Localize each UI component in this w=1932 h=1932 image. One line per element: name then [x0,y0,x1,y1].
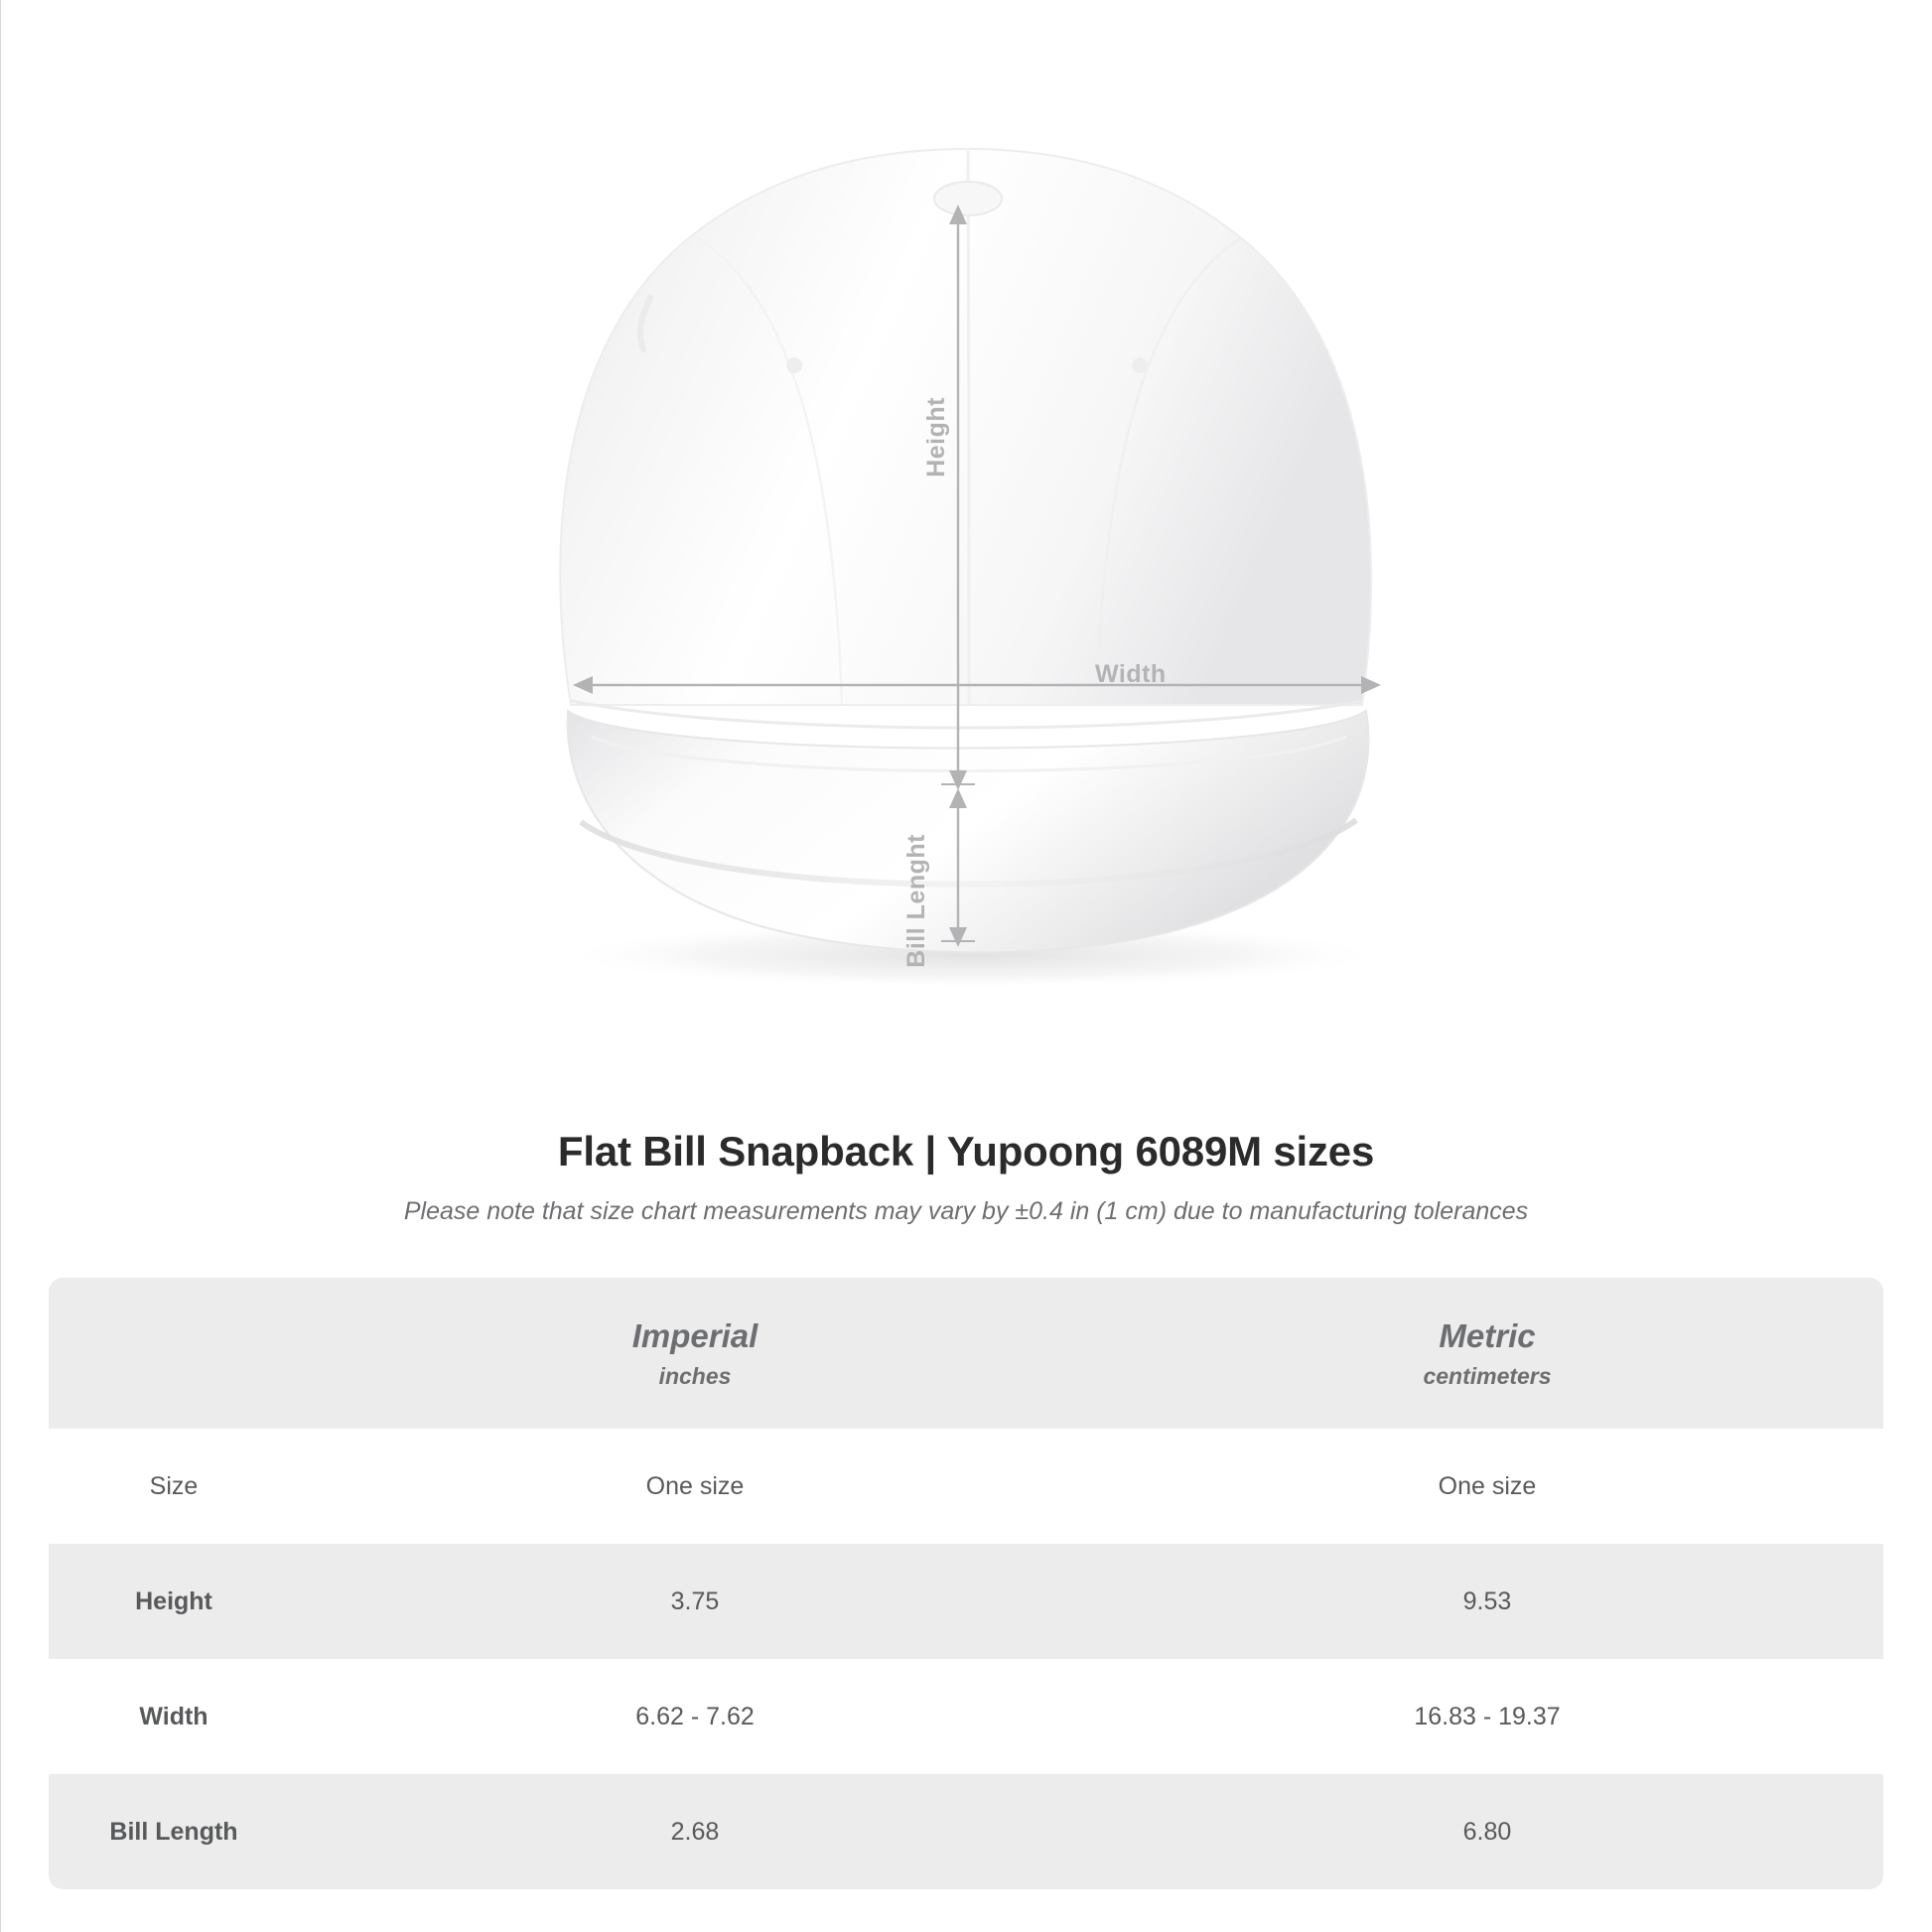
size-table [49,1278,1883,1889]
dimension-label-bill-length [903,834,929,968]
row-height-metric: 9.53 [1091,1544,1883,1659]
dimension-label-width: Width [1095,660,1167,688]
table-body [49,1429,1883,1889]
row-label-bill-length: Bill Length [49,1774,299,1889]
header-imperial [299,1278,1091,1429]
header-imperial-main: Imperial [631,1316,759,1354]
size-table-wrapper [49,1278,1883,1889]
row-bill-length-imperial: 2.68 [299,1774,1091,1889]
dimension-label-height: Height [922,397,950,478]
row-bill-length-metric: 6.80 [1091,1774,1883,1889]
header-metric-sub: centimeters [1423,1362,1552,1389]
row-size-metric: One size [1091,1429,1883,1544]
row-width-metric: 16.83 - 19.37 [1091,1659,1883,1774]
tolerance-note: Please note that size chart measurements may vary by ±0.4 in (1 cm) due to manufacturing tolerances [403,1197,1529,1225]
table-row [49,1659,1883,1774]
header-blank [49,1278,299,1429]
table-header-row [49,1278,1883,1429]
row-label-height: Height [49,1544,299,1659]
row-size-imperial: One size [299,1429,1091,1544]
dimension-label-bill-line2: Lenght [902,834,930,920]
row-label-size: Size [149,1471,199,1500]
row-height-imperial: 3.75 [299,1544,1091,1659]
page-title: Flat Bill Snapback | Yupoong 6089M sizes [557,1128,1375,1174]
header-metric-main: Metric [1439,1316,1536,1354]
title-block [0,1128,1932,1226]
table-row [49,1544,1883,1659]
table-header [49,1278,1883,1429]
header-imperial-sub: inches [658,1362,732,1389]
dimension-label-bill-line1: Bill [902,926,930,968]
row-label-width: Width [139,1702,208,1730]
header-metric [1091,1278,1883,1429]
row-width-imperial: 6.62 - 7.62 [299,1659,1091,1774]
table-row [49,1429,1883,1544]
table-row [49,1774,1883,1889]
